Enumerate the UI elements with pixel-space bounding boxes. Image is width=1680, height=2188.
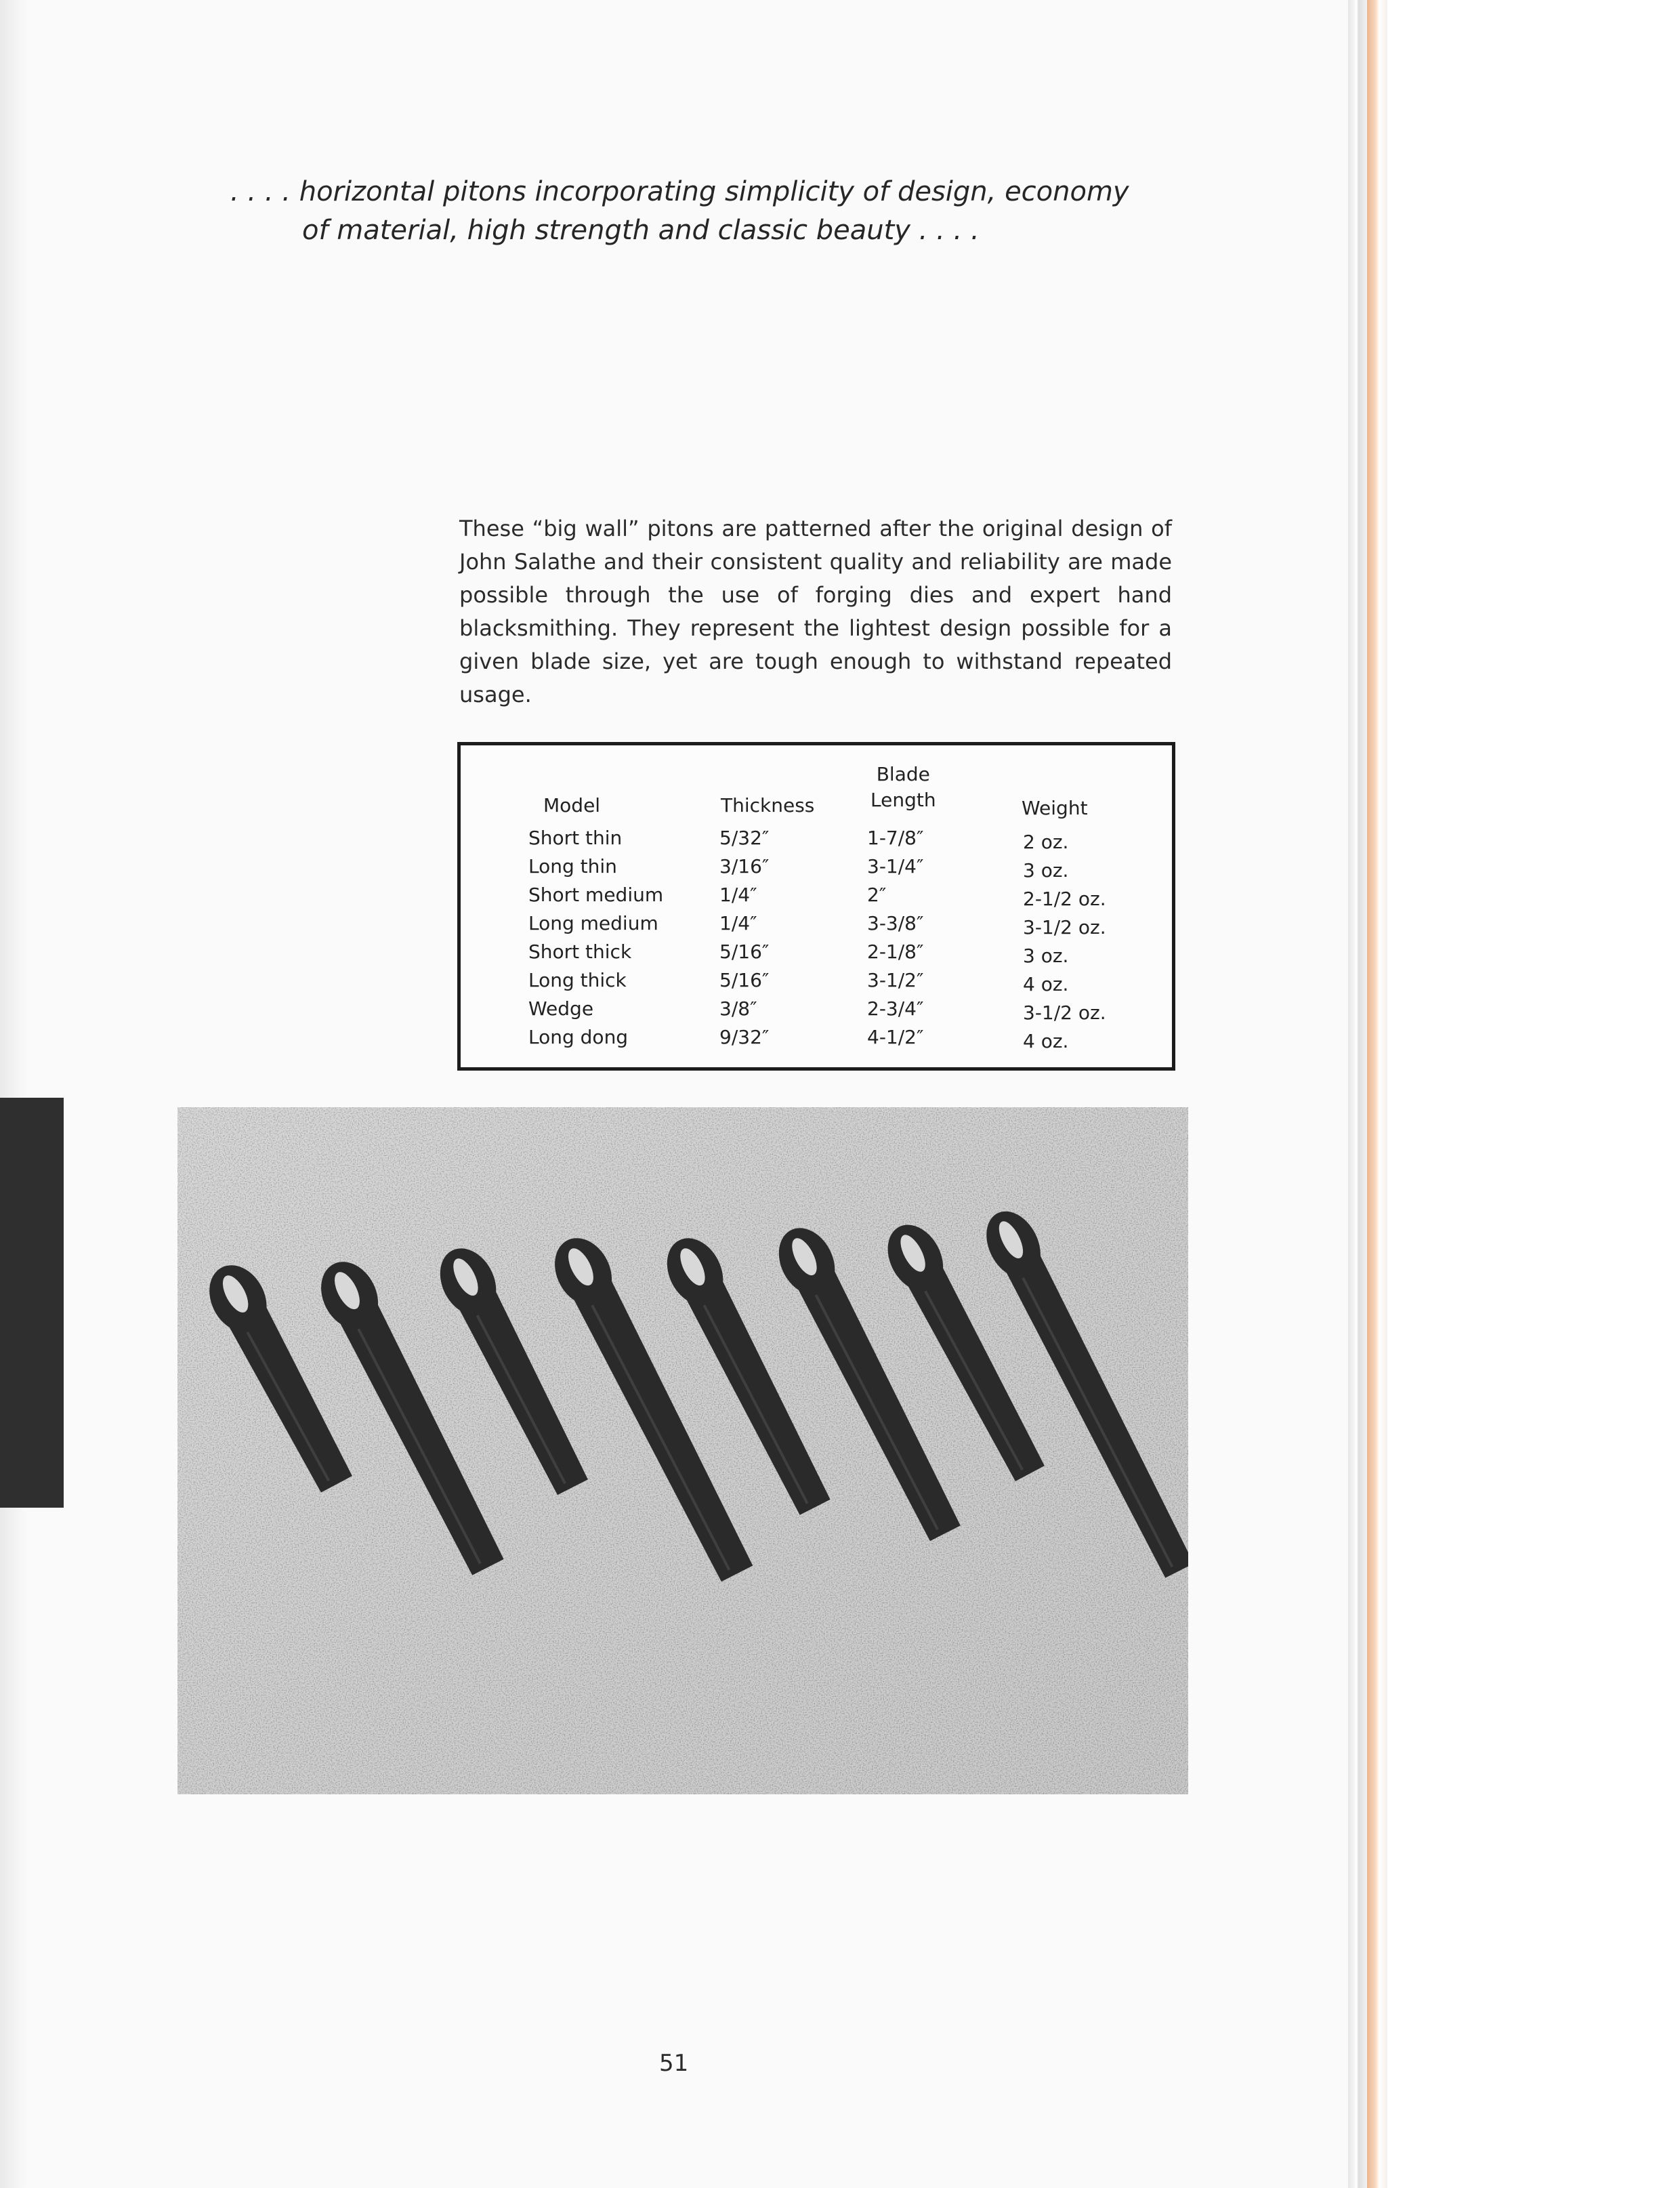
- black-tab-marker: [0, 1098, 64, 1508]
- book-spine: [1348, 0, 1367, 2188]
- cell-model: Long thick: [528, 969, 627, 991]
- header-thickness: Thickness: [721, 794, 815, 817]
- italic-quote: [230, 173, 1179, 250]
- cell-model: Short medium: [528, 884, 664, 906]
- cell-blade-length: 2-3/4″: [867, 997, 924, 1020]
- cell-blade-length: 2″: [867, 884, 887, 906]
- cell-model: Long dong: [528, 1026, 629, 1048]
- piton-photograph: [177, 1107, 1188, 1794]
- cell-weight: 3 oz.: [1023, 859, 1069, 882]
- cell-weight: 2-1/2 oz.: [1023, 888, 1106, 910]
- cell-thickness: 9/32″: [719, 1026, 770, 1048]
- cell-model: Long thin: [528, 855, 617, 878]
- header-blade-length: Blade Length: [870, 763, 936, 811]
- header-weight: Weight: [1022, 797, 1088, 819]
- cell-model: Long medium: [528, 912, 658, 934]
- cell-blade-length: 2-1/8″: [867, 941, 924, 963]
- cell-model: Short thin: [528, 827, 623, 849]
- cell-blade-length: 3-1/4″: [867, 855, 924, 878]
- cell-weight: 2 oz.: [1023, 831, 1069, 853]
- cell-model: Wedge: [528, 997, 594, 1020]
- cell-blade-length: 4-1/2″: [867, 1026, 924, 1048]
- pitons-photo: [177, 1107, 1188, 1794]
- page-shadow: [0, 0, 27, 2188]
- quote-line-2: of material, high strength and classic beauty . . . .: [302, 215, 980, 246]
- header-model: Model: [543, 794, 601, 817]
- cell-weight: 3-1/2 oz.: [1023, 1002, 1106, 1024]
- table-header: [461, 762, 1172, 823]
- cell-weight: 4 oz.: [1023, 1030, 1069, 1052]
- cell-thickness: 5/32″: [719, 827, 770, 849]
- cell-thickness: 1/4″: [719, 884, 757, 906]
- cell-blade-length: 3-3/8″: [867, 912, 924, 934]
- cell-thickness: 3/16″: [719, 855, 770, 878]
- cell-model: Short thick: [528, 941, 632, 963]
- cell-thickness: 5/16″: [719, 969, 770, 991]
- page-number: 51: [659, 2050, 689, 2077]
- piton-specs-table: [457, 742, 1175, 1071]
- cell-thickness: 3/8″: [719, 997, 757, 1020]
- cell-weight: 4 oz.: [1023, 973, 1069, 995]
- cell-blade-length: 3-1/2″: [867, 969, 924, 991]
- cell-thickness: 1/4″: [719, 912, 757, 934]
- page-edges: [1367, 0, 1387, 2188]
- quote-line-1: . . . . horizontal pitons incorporating simplicity of design, economy: [230, 176, 1129, 207]
- cell-thickness: 5/16″: [719, 941, 770, 963]
- cell-blade-length: 1-7/8″: [867, 827, 924, 849]
- cell-weight: 3 oz.: [1023, 945, 1069, 967]
- intro-paragraph: These “big wall” pitons are patterned after the original design of John Salathe and their consistent quality and reliability are made possible through the use of forging dies and expert hand blacksmithing. They represent the lightest design possible for a given blade size, yet are tough enough to withstand repeated usage.: [459, 516, 1172, 707]
- cell-weight: 3-1/2 oz.: [1023, 916, 1106, 938]
